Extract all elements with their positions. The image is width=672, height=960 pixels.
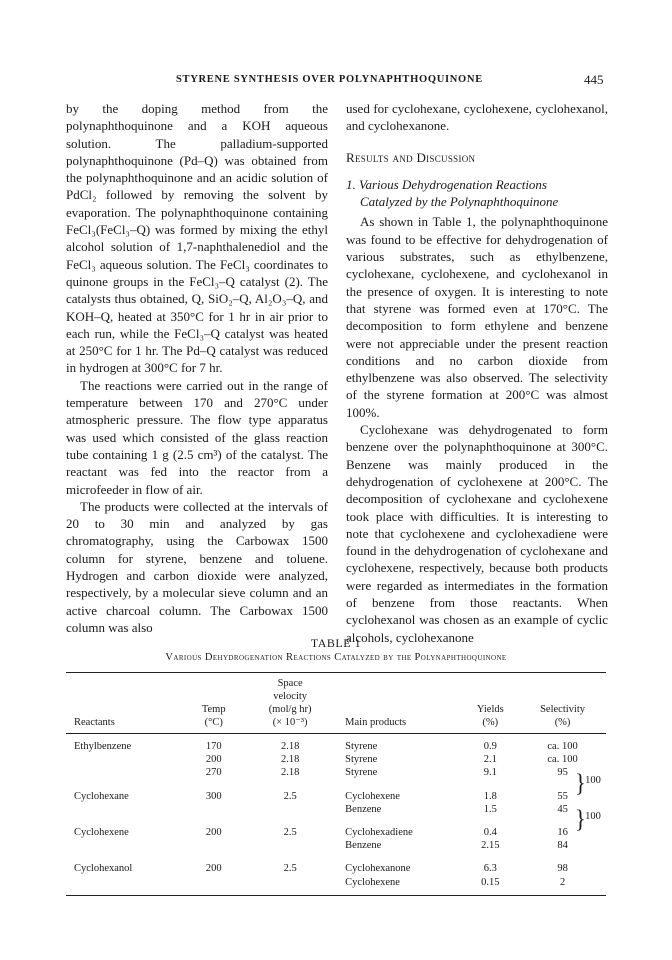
table-cell: 6.3 bbox=[483, 863, 497, 875]
table-header-row bbox=[66, 673, 606, 734]
table-cell: 2.5 bbox=[283, 790, 297, 802]
table-cell: 2.18 bbox=[280, 754, 300, 766]
table-cell: 300 bbox=[205, 790, 222, 802]
subsection-heading bbox=[346, 176, 608, 211]
table-title: TABLE 1 bbox=[310, 636, 362, 650]
table-cell: 1.8 bbox=[483, 790, 497, 802]
table-cell: Cyclohexane bbox=[74, 790, 129, 802]
table-row bbox=[66, 816, 606, 839]
table-cell: 2.18 bbox=[280, 767, 300, 779]
table-cell: Styrene bbox=[345, 767, 378, 779]
table-cell: 2.5 bbox=[283, 827, 297, 839]
table-cell bbox=[247, 839, 333, 852]
body-paragraph: Cyclohexane was dehydrogenated to form benzene over the polynaphthoquinone at 300°C. Benzene was mainly produced in the dehydrogenation of cyclohexene at 200°C. The decomposition of cyclohexane and cyclohexene took place with difficulties. It is interesting to note that cyclohexene and cyclohexadiene were found in the dehydrogenation of cyclohexane and cyclohexene, respectively, because both products were regarded as intermediates in the formation of benzene from those reactants. When cyclohexanol was chosen as an example of cyclic alcohols, cyclohexanone bbox=[346, 422, 608, 645]
table-cell bbox=[66, 753, 180, 766]
table-cell: ca. 100 bbox=[547, 754, 578, 766]
table-row bbox=[66, 753, 606, 766]
table-cell: 0.15 bbox=[481, 876, 500, 888]
table-cell: Ethylbenzene bbox=[74, 741, 132, 752]
table-cell bbox=[247, 803, 333, 816]
body-paragraph: used for cyclohexane, cyclohexene, cyclohexanol, and cyclohexanone. bbox=[346, 101, 608, 134]
table-cell: ca. 100 bbox=[547, 741, 578, 752]
header-reactants: Reactants bbox=[74, 717, 115, 728]
table-row bbox=[66, 852, 606, 875]
table-cell: 2 bbox=[559, 876, 566, 888]
table-cell: 200 bbox=[205, 863, 222, 875]
table-cell bbox=[180, 803, 247, 816]
brace-glyph: } bbox=[575, 804, 586, 833]
table-cell: Benzene bbox=[345, 803, 382, 815]
table-cell: Cyclohexanol bbox=[74, 863, 133, 875]
table-cell: 0.4 bbox=[483, 827, 497, 839]
body-paragraph: The reactions were carried out in the range of temperature between 170 and 270°C under atmospheric pressure. The flow type apparatus was used which consisted of the glass reaction tube containing 1 g (2.5 cm³) of the catalyst. The reactant was fed into the reactor from a microfeeder in flow of air. bbox=[66, 377, 328, 497]
table-row bbox=[66, 839, 606, 852]
table-cell bbox=[247, 876, 333, 896]
table-cell bbox=[66, 803, 180, 816]
table-row bbox=[66, 780, 606, 803]
table-row bbox=[66, 876, 606, 896]
table-cell: 9.1 bbox=[483, 767, 497, 779]
table-cell: 200 bbox=[205, 754, 222, 766]
brace-glyph: } bbox=[575, 767, 586, 797]
table-cell bbox=[66, 839, 180, 852]
table-cell bbox=[66, 876, 180, 896]
table-cell: 1.5 bbox=[483, 803, 497, 815]
table-cell: Cyclohexanone bbox=[345, 863, 411, 875]
table-cell: 84 bbox=[557, 840, 568, 852]
table-cell: 170 bbox=[205, 741, 222, 752]
running-title: STYRENE SYNTHESIS OVER POLYNAPHTHOQUINONE bbox=[176, 74, 483, 85]
section-heading: Results and Discussion bbox=[346, 149, 476, 165]
subsection-heading-line: 1. Various Dehydrogenation Reactions bbox=[346, 176, 547, 192]
header-yields: Yields (%) bbox=[476, 704, 504, 728]
table-cell: 45 bbox=[557, 803, 568, 815]
table-cell: 2.15 bbox=[481, 840, 500, 852]
selectivity-total: 100 bbox=[585, 774, 601, 786]
table-row bbox=[66, 803, 606, 816]
table-cell: 0.9 bbox=[483, 741, 497, 752]
left-column bbox=[66, 100, 328, 636]
header-selectivity: Selectivity (%) bbox=[540, 704, 586, 728]
table-cell: 2.18 bbox=[280, 741, 300, 752]
header-main-products: Main products bbox=[345, 717, 407, 728]
table-cell bbox=[180, 876, 247, 896]
table-cell: Benzene bbox=[345, 840, 382, 852]
table-cell: 2.5 bbox=[283, 863, 297, 875]
table-cell: 95 bbox=[557, 767, 568, 779]
page-number: 445 bbox=[584, 72, 604, 87]
table-cell: 55 } 100 bbox=[557, 767, 601, 802]
table-cell: Cyclohexadiene bbox=[345, 827, 413, 839]
table-cell: Cyclohexene bbox=[74, 827, 129, 839]
table-cell bbox=[66, 766, 180, 779]
right-column bbox=[346, 100, 608, 646]
table-cell: Styrene bbox=[345, 741, 378, 752]
table-row bbox=[66, 766, 606, 779]
table-cell: 200 bbox=[205, 827, 222, 839]
table-cell: 16 } 100 bbox=[557, 804, 601, 839]
running-header bbox=[0, 72, 672, 90]
table-cell: 98 bbox=[557, 863, 568, 875]
table-cell: Styrene bbox=[345, 754, 378, 766]
selectivity-total: 100 bbox=[585, 811, 601, 823]
table-cell: 2.1 bbox=[483, 754, 497, 766]
table-cell: Cyclohexene bbox=[345, 790, 400, 802]
table-cell: Cyclohexene bbox=[345, 876, 400, 888]
header-space-velocity: Space velocity (mol/g hr) (× 10⁻³) bbox=[268, 678, 312, 728]
body-paragraph: by the doping method from the polynaphthoquinone and a KOH aqueous solution. The palladium-supported polynaphthoquinone (Pd–Q) was obtained from the polynaphthoquinone and an acidic solution of PdCl₂ followed by removing the solvent by evaporation. The polynaphthoquinone containing FeCl₃(FeCl₃–Q) was formed by mixing the ethyl alcohol solution of 1,7-naphthalenediol and the FeCl₃ aqueous solution. The FeCl₃ coordinates to quinone groups in the FeCl₃–Q catalyst (2). The catalysts thus obtained, Q, SiO₂–Q, Al₂O₃–Q, and KOH–Q, heated at 350°C for 1 hr in air prior to each run, while the FeCl₃–Q catalyst was heated at 250°C for 1 hr. The Pd–Q catalyst was reduced in hydrogen at 300°C for 7 hr. bbox=[66, 101, 328, 376]
table-caption: Various Dehydrogenation Reactions Catalyzed by the Polynaphthoquinone bbox=[165, 652, 507, 663]
table-1 bbox=[66, 636, 606, 896]
body-paragraph: As shown in Table 1, the polynaphthoquinone was found to be effective for dehydrogenation of various substrates, such as ethylbenzene, cyclohexane, cyclohexene, and cyclohexanol in the presence of oxygen. It is interesting to note that styrene was formed even at 170°C. The decomposition to form ethylene and benzene were not appreciable under the present reaction conditions and no carbon dioxide from ethylbenzene was also observed. The selectivity of the styrene formation at 200°C was almost 100%. bbox=[346, 214, 608, 420]
table-cell bbox=[180, 839, 247, 852]
table-row bbox=[66, 734, 606, 754]
body-paragraph: The products were collected at the intervals of 20 to 30 min and analyzed by gas chromatography, using the Carbowax 1500 column for styrene, benzene and toluene. Hydrogen and carbon dioxide were analyzed, respectively, by a molecular sieve column and an active charcoal column. The Carbowax 1500 column was also bbox=[66, 498, 328, 635]
header-temp: Temp (°C) bbox=[201, 704, 226, 728]
data-table bbox=[66, 672, 606, 896]
subsection-heading-line: Catalyzed by the Polynaphthoquinone bbox=[360, 194, 559, 210]
table-cell: 270 bbox=[205, 767, 222, 779]
